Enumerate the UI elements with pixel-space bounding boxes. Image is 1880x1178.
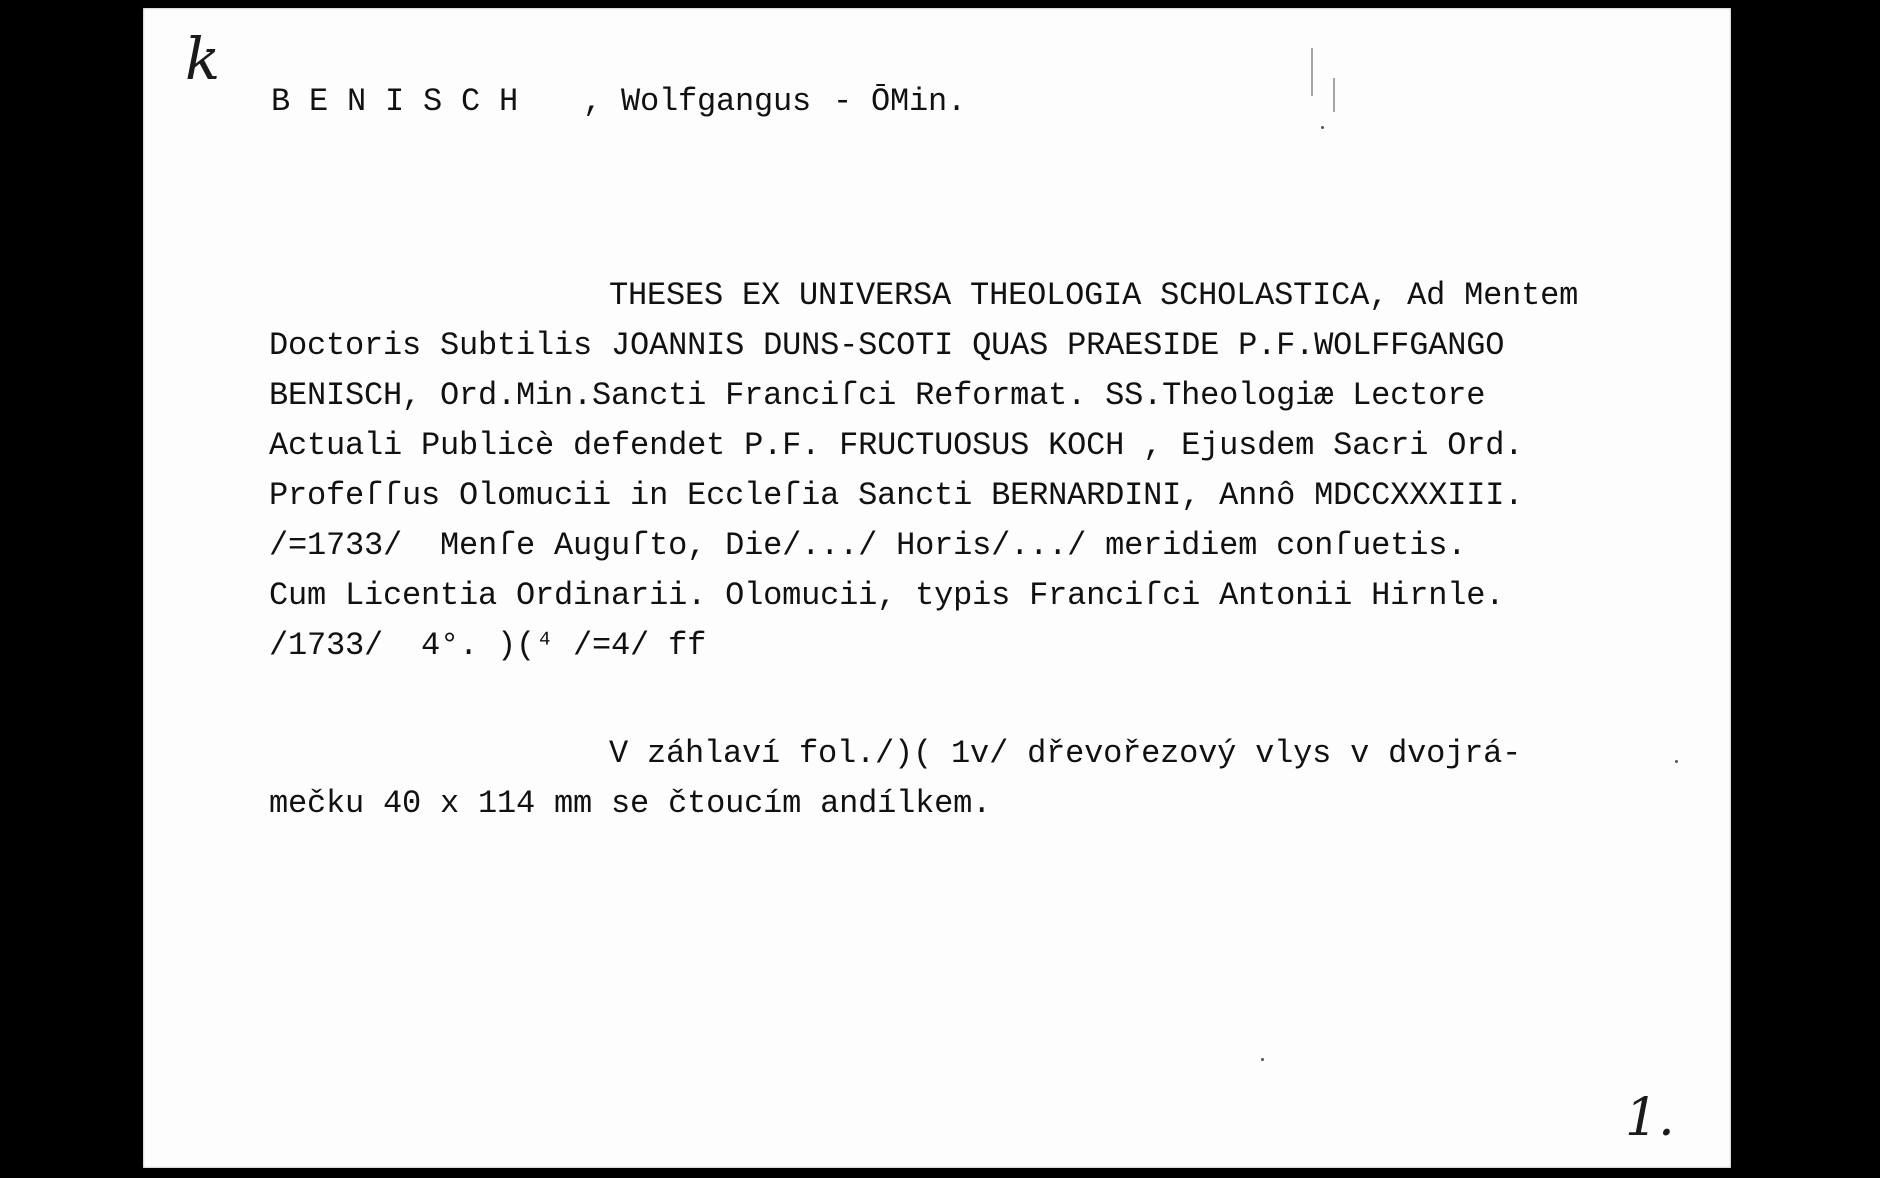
- body-line-1: THESES EX UNIVERSA THEOLOGIA SCHOLASTICA, Ad Mentem: [609, 277, 1579, 314]
- page-number-handwritten: 1.: [1625, 1088, 1675, 1148]
- header-surname: B E N I S C H: [271, 83, 519, 120]
- body-line-7: Cum Licentia Ordinarii. Olomucii, typis Franciſci Antonii Hirnle.: [269, 577, 1505, 614]
- body-line-8: /1733/ 4°. )(⁴ /=4/ ff: [269, 627, 707, 664]
- body-line-2: Doctoris Subtilis JOANNIS DUNS-SCOTI QUAS PRAESIDE P.F.WOLFFGANGO: [269, 327, 1505, 364]
- scan-scratch: [1311, 48, 1313, 96]
- header-given-name: , Wolfgangus: [583, 83, 812, 120]
- note-line-2: mečku 40 x 114 mm se čtoucím andílkem.: [269, 785, 992, 822]
- scan-speck: [1261, 1058, 1264, 1061]
- corner-handwritten-mark: k: [185, 25, 221, 93]
- scan-speck: [1321, 126, 1324, 129]
- body-line-6: /=1733/ Menſe Auguſto, Die/.../ Horis/.../ meridiem conſuetis.: [269, 527, 1467, 564]
- catalog-card: [143, 8, 1731, 1168]
- scan-speck: [1675, 760, 1678, 763]
- note-line-1: V záhlaví fol./)( 1v/ dřevořezový vlys v dvojrá-: [609, 735, 1522, 772]
- scan-scratch: [1333, 78, 1335, 112]
- header-order: - ŌMin.: [833, 83, 967, 120]
- body-line-5: Profeſſus Olomucii in Eccleſia Sancti BERNARDINI, Annô MDCCXXXIII.: [269, 477, 1524, 514]
- body-line-3: BENISCH, Ord.Min.Sancti Franciſci Reformat. SS.Theologiæ Lectore: [269, 377, 1486, 414]
- body-line-4: Actuali Publicè defendet P.F. FRUCTUOSUS KOCH , Ejusdem Sacri Ord.: [269, 427, 1524, 464]
